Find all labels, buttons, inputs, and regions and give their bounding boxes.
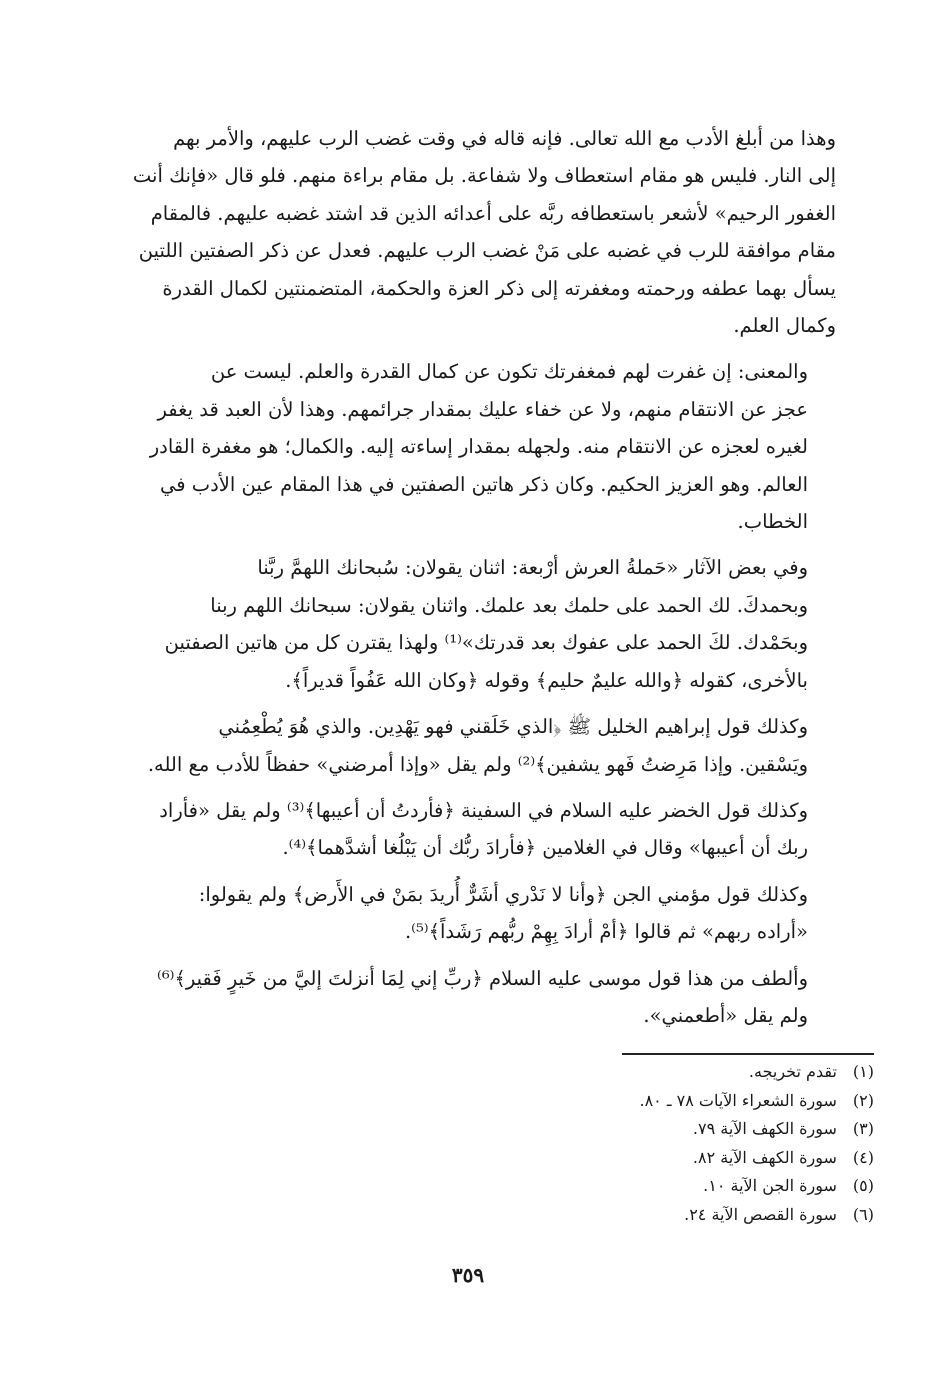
text-line: وكمال العلم. xyxy=(733,314,836,338)
text-line: بالأخرى، كقوله ﴿والله عليمٌ حليم﴾ وقوله ﴿وكان الله عَفُواً قديراً﴾. xyxy=(285,668,808,692)
footnote-number: (١) xyxy=(852,1062,874,1081)
footnote-number: (٣) xyxy=(852,1119,874,1138)
text-line: وهذا من أبلغ الأدب مع الله تعالى. فإنه قاله في وقت غضب الرب عليهم، والأمر بهم xyxy=(173,127,836,150)
text-line: عجز عن الانتقام منهم، ولا عن خفاء عليك بمقدار جرائمهم. وهذا لأن العبد قد يغفر xyxy=(157,397,808,421)
footnote-item xyxy=(474,1115,874,1144)
paragraph-6 xyxy=(100,876,836,951)
footnotes xyxy=(474,1058,874,1229)
text-line: وكذلك قول مؤمني الجن ﴿وأنا لا نَدْري أشَرٌّ أُريدَ بمَنْ في الأَرض﴾ ولم يقولوا: xyxy=(198,882,808,906)
paragraph-4 xyxy=(100,708,836,783)
text-line: «أراده ربهم» ثم قالوا ﴿أمْ أرادَ بِهِمْ ربُّهم رَشَداً﴾⁽⁵⁾. xyxy=(404,920,808,944)
text-line: والمعنى: إن غفرت لهم فمغفرتك تكون عن كمال القدرة والعلم. ليست عن xyxy=(210,360,808,384)
footnote-number: (٤) xyxy=(852,1147,874,1167)
footnote-item xyxy=(474,1058,874,1087)
main-text xyxy=(100,120,836,1034)
footnote-text: سورة الكهف الآية ٨٢. xyxy=(692,1147,837,1167)
footnote-text: سورة القصص الآية ٢٤. xyxy=(684,1204,837,1224)
text-line: ويَسْقين. وإذا مَرِضتُ فَهو يشفين﴾⁽²⁾ ولم يقل «وإذا أمرضني» حفظاً للأدب مع الله. xyxy=(147,752,808,776)
text-line: الخطاب. xyxy=(737,510,808,534)
text-line: وفي بعض الآثار «حَملةُ العرش أرْبعة: اثنان يقولان: سُبحانك اللهمَّ ربَّنا xyxy=(257,556,808,580)
text-line: مقام موافقة للرب في غضبه على مَنْ غضب الرب عليهم. فعدل عن ذكر الصفتين اللتين xyxy=(138,239,836,263)
footnote-text: سورة الكهف الآية ٧٩. xyxy=(692,1119,837,1138)
paragraph-2 xyxy=(100,353,836,540)
text-line: وكذلك قول الخضر عليه السلام في السفينة ﴿فأردتُ أن أعيبها﴾⁽³⁾ ولم يقل «فأراد xyxy=(159,798,808,822)
page-number: ٣٥٩ xyxy=(451,1263,485,1287)
footnote-item xyxy=(474,1172,874,1201)
footnote-text: تقدم تخريجه. xyxy=(748,1062,837,1081)
footnote-number: (٥) xyxy=(852,1176,874,1195)
footnote-item xyxy=(474,1201,874,1230)
footnote-item xyxy=(474,1087,874,1116)
text-line: لغيره لعجزه عن الانتقام منه. ولجهله بمقدار إساءته إليه. والكمال؛ هو مغفرة القادر xyxy=(149,435,808,459)
text-line: العالم. وهو العزيز الحكيم. وكان ذكر هاتين الصفتين في هذا المقام عين الأدب في xyxy=(159,472,808,496)
text-line: وكذلك قول إبراهيم الخليل ﷺ ﴿الذي خَلَقني فهو يَهْدِين. والذي هُوَ يُطْعِمُني xyxy=(218,715,808,739)
text-line: ولم يقل «أطعمني». xyxy=(643,1003,808,1027)
footnote-number: (٦) xyxy=(852,1204,874,1224)
text-line: يسأل بهما عطفه ورحمته ومغفرته إلى ذكر العزة والحكمة، المتضمنتين لكمال القدرة xyxy=(162,276,836,300)
footnote-text: سورة الجن الآية ١٠. xyxy=(703,1176,837,1195)
paragraph-7 xyxy=(100,960,836,1035)
footnote-text: سورة الشعراء الآيات ٧٨ ـ ٨٠. xyxy=(639,1090,837,1110)
footnote-divider xyxy=(622,1053,874,1055)
footnote-item xyxy=(474,1144,874,1173)
text-line: ربك أن أعيبها» وقال في الغلامين ﴿فأرادَ ربُّك أن يَبْلُغا أشدَّهما﴾⁽⁴⁾. xyxy=(282,836,808,860)
text-line: إلى النار. فليس هو مقام استعطاف ولا شفاعة. بل مقام براءة منهم. فلو قال «فإنك أنت xyxy=(132,164,836,188)
paragraph-5 xyxy=(100,792,836,867)
footnote-number: (٢) xyxy=(852,1090,874,1110)
text-line: وبحمدكَ. لك الحمد على حلمك بعد علمك. واثنان يقولان: سبحانك اللهم ربنا xyxy=(210,593,808,617)
text-line: الغفور الرحيم» لأشعر باستعطافه ربَّه على أعدائه الذين قد اشتد غضبه عليهم. فالمقام xyxy=(150,201,836,225)
text-line: وبحَمْدك. لكَ الحمد على عفوك بعد قدرتك»⁽¹⁾ ولهذا يقترن كل من هاتين الصفتين xyxy=(164,631,808,655)
text-line: وألطف من هذا قول موسى عليه السلام ﴿ربِّ إني لِمَا أنزلتَ إليَّ من خَيرٍ فَقير﴾⁽⁶⁾ xyxy=(157,966,808,990)
paragraph-1 xyxy=(100,120,836,344)
paragraph-3 xyxy=(100,549,836,699)
